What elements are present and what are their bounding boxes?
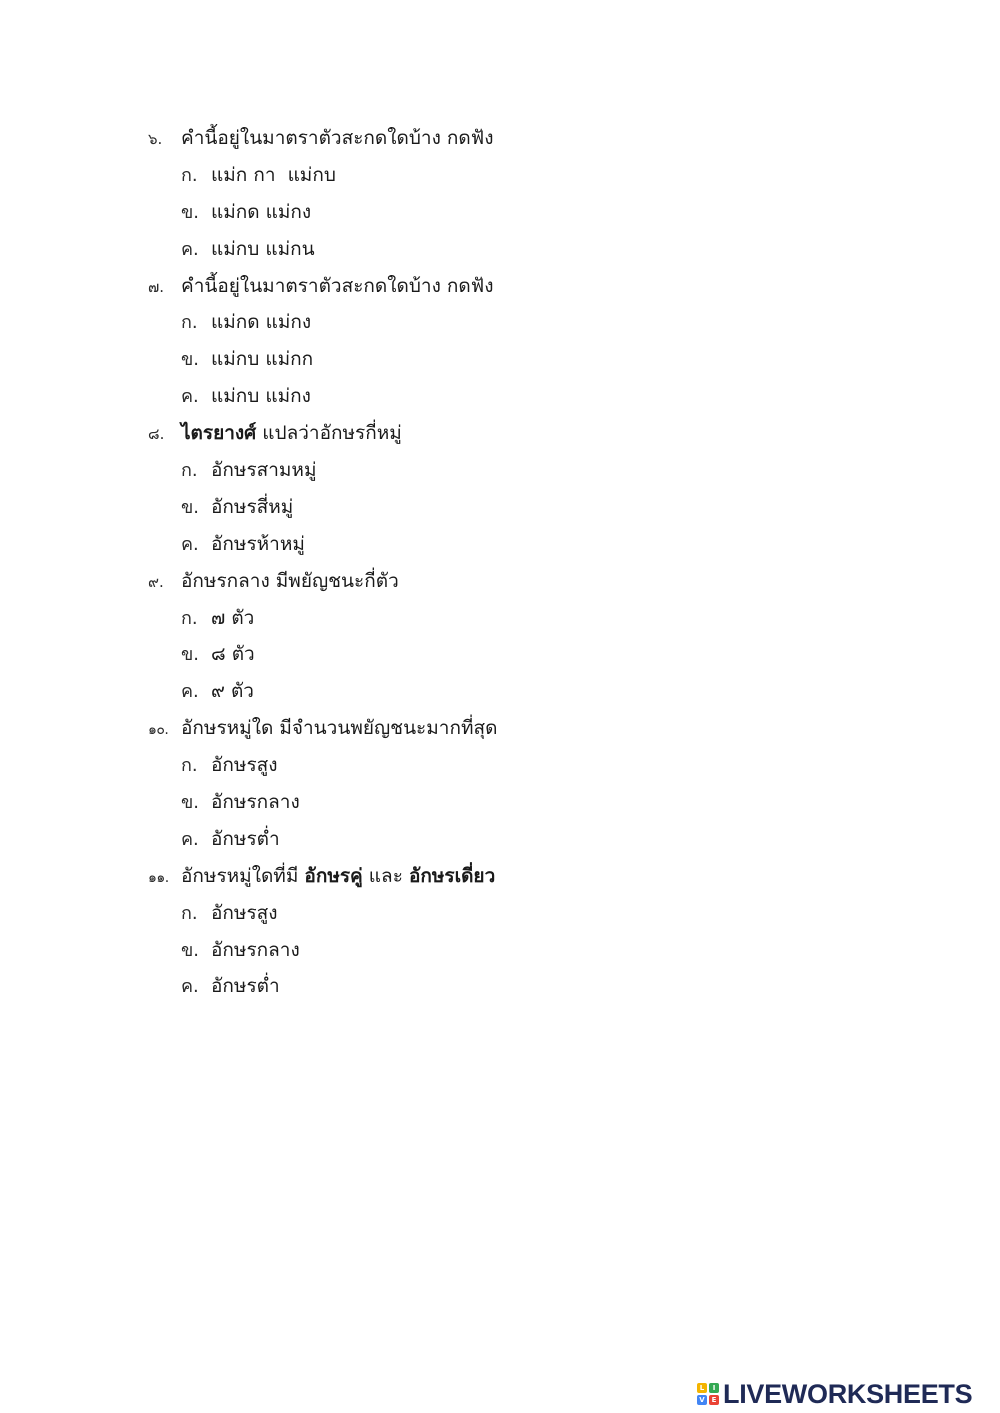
- option-text: อักษรห้าหมู่: [211, 532, 305, 555]
- logo-square: L: [697, 1383, 707, 1393]
- answer-option[interactable]: [148, 489, 908, 526]
- question-number: ๖.: [148, 130, 163, 148]
- question-item: [148, 268, 908, 416]
- question-item: [148, 563, 908, 711]
- option-text: อักษรต่ำ: [211, 827, 280, 850]
- option-letter: ก.: [181, 607, 198, 629]
- question-text-part: และ: [362, 864, 409, 887]
- question-text: [181, 422, 402, 444]
- brand-name: LIVEWORKSHEETS: [723, 1378, 973, 1409]
- question-text-part: แปลว่าอักษรกี่หมู่: [256, 422, 402, 445]
- option-text: แม่กบ แม่กน: [211, 237, 315, 260]
- option-letter: ก.: [181, 755, 198, 777]
- question-row: [148, 415, 908, 452]
- question-text-part: คำนี้อยู่ในมาตราตัวสะกดใดบ้าง กดฟัง: [181, 127, 494, 149]
- option-text: อักษรกลาง: [211, 938, 300, 961]
- option-letter: ข.: [181, 939, 200, 961]
- answer-option[interactable]: [148, 452, 908, 489]
- answer-option[interactable]: [148, 968, 908, 1005]
- logo-square: E: [709, 1395, 719, 1405]
- question-text: [181, 275, 493, 297]
- question-item: [148, 710, 908, 858]
- option-letter: ค.: [181, 976, 199, 998]
- option-letter: ค.: [181, 533, 199, 555]
- question-row: [148, 858, 908, 895]
- question-text: [181, 127, 493, 149]
- option-text: อักษรกลาง: [211, 791, 300, 814]
- answer-option[interactable]: [148, 932, 908, 969]
- question-text-part: คำนี้อยู่ในมาตราตัวสะกดใดบ้าง กดฟัง: [181, 274, 494, 297]
- answer-option[interactable]: [148, 194, 908, 231]
- option-text: ๙ ตัว: [211, 680, 254, 703]
- option-text: อักษรสี่หมู่: [211, 495, 294, 518]
- option-letter: ข.: [181, 349, 200, 371]
- question-item: [148, 415, 908, 563]
- liveworksheets-logo-icon: [697, 1383, 719, 1405]
- question-number: ๘.: [148, 425, 165, 444]
- option-text: อักษรสามหมู่: [211, 459, 317, 482]
- option-letter: ก.: [181, 312, 198, 334]
- question-text-part: อักษรหมู่ใดที่มี: [181, 864, 305, 887]
- question-number: ๑๑.: [148, 869, 169, 886]
- question-text-part: อักษรกลาง มีพยัญชนะกี่ตัว: [181, 569, 399, 592]
- question-row: [148, 268, 908, 305]
- option-text: แม่กบ แม่กก: [211, 348, 314, 371]
- question-list: [148, 120, 908, 1005]
- question-row: [148, 120, 908, 157]
- question-row: [148, 710, 908, 747]
- option-letter: ค.: [181, 681, 199, 703]
- option-text: แม่ก กา แม่กบ: [211, 163, 336, 186]
- option-letter: ข.: [181, 644, 200, 666]
- option-text: อักษรสูง: [211, 754, 278, 777]
- question-text: [181, 717, 497, 739]
- option-letter: ก.: [181, 164, 198, 186]
- question-number: ๑๐.: [148, 722, 169, 739]
- option-text: อักษรสูง: [211, 901, 278, 924]
- question-item: [148, 120, 908, 268]
- option-letter: ข.: [181, 496, 200, 518]
- answer-option[interactable]: [148, 784, 908, 821]
- option-letter: ก.: [181, 902, 198, 924]
- answer-option[interactable]: [148, 526, 908, 563]
- answer-option[interactable]: [148, 231, 908, 268]
- question-number: ๗.: [148, 277, 165, 296]
- answer-option[interactable]: [148, 636, 908, 673]
- question-number: ๙.: [148, 572, 164, 591]
- answer-option[interactable]: [148, 895, 908, 932]
- question-row: [148, 563, 908, 600]
- option-text: อักษรต่ำ: [211, 975, 280, 998]
- answer-option[interactable]: [148, 747, 908, 784]
- option-letter: ก.: [181, 460, 198, 482]
- option-letter: ค.: [181, 238, 199, 260]
- option-text: ๗ ตัว: [211, 606, 255, 629]
- logo-square: V: [697, 1395, 707, 1405]
- question-item: [148, 858, 908, 1006]
- option-letter: ข.: [181, 792, 200, 814]
- option-text: แม่กด แม่กง: [211, 200, 312, 223]
- question-text: [181, 865, 495, 887]
- question-text: [181, 570, 399, 592]
- option-text: ๘ ตัว: [211, 643, 255, 666]
- question-keyword: ไตรยางศ์: [181, 422, 257, 445]
- option-letter: ข.: [181, 201, 200, 223]
- option-text: แม่กบ แม่กง: [211, 385, 311, 408]
- answer-option[interactable]: [148, 378, 908, 415]
- answer-option[interactable]: [148, 341, 908, 378]
- logo-square: I: [709, 1383, 719, 1393]
- question-keyword: อักษรเดี่ยว: [408, 864, 496, 887]
- answer-option[interactable]: [148, 304, 908, 341]
- question-keyword: อักษรคู่: [304, 864, 363, 887]
- answer-option[interactable]: [148, 821, 908, 858]
- option-letter: ค.: [181, 386, 199, 408]
- answer-option[interactable]: [148, 157, 908, 194]
- option-text: แม่กด แม่กง: [211, 311, 312, 334]
- option-letter: ค.: [181, 828, 199, 850]
- answer-option[interactable]: [148, 600, 908, 637]
- answer-option[interactable]: [148, 673, 908, 710]
- question-text-part: อักษรหมู่ใด มีจำนวนพยัญชนะมากที่สุด: [181, 717, 498, 740]
- liveworksheets-branding: [697, 1378, 972, 1410]
